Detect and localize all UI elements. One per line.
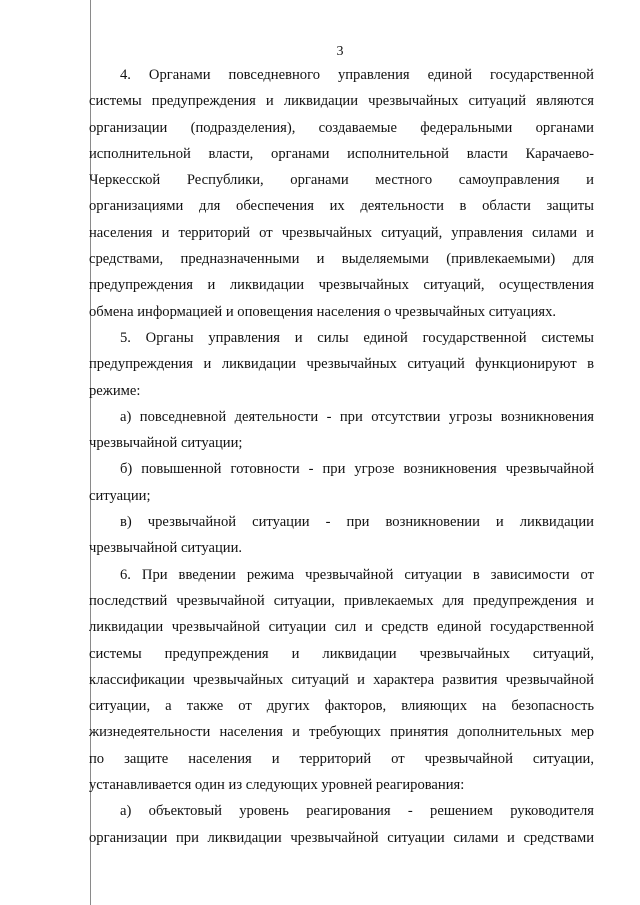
text-line: ликвидации чрезвычайной ситуации сил и средств единой государственной (89, 619, 594, 636)
text-line: организации при ликвидации чрезвычайной ситуации силами и средствами (89, 829, 594, 846)
text-line: предупреждения и ликвидации чрезвычайных ситуаций, осуществления (89, 277, 594, 294)
text-line: классификации чрезвычайных ситуаций и характера развития чрезвычайной (89, 671, 594, 688)
text-line: Черкесской Республики, органами местного самоуправления и (89, 172, 594, 189)
text-line: а) повседневной деятельности - при отсутствии угрозы возникновения (120, 408, 594, 425)
text-line: режиме: (89, 382, 141, 399)
text-line: исполнительной власти, органами исполнительной власти Карачаево- (89, 145, 594, 162)
text-line: а) объектовый уровень реагирования - решением руководителя (120, 803, 594, 820)
text-line: 4. Органами повседневного управления единой государственной (120, 67, 594, 83)
text-line: по защите населения и территорий от чрезвычайной ситуации, (89, 750, 594, 767)
text-line: чрезвычайной ситуации. (89, 540, 243, 557)
text-line: 5. Органы управления и силы единой государственной системы (120, 329, 594, 346)
text-line: б) повышенной готовности - при угрозе возникновения чрезвычайной (120, 461, 594, 478)
text-line: системы предупреждения и ликвидации чрезвычайных ситуаций, (89, 645, 594, 662)
text-line: системы предупреждения и ликвидации чрезвычайных ситуаций являются (89, 93, 594, 110)
document-body (89, 62, 594, 851)
page-number: 3 (336, 44, 344, 59)
text-line: жизнедеятельности населения и требующих принятия дополнительных мер (89, 724, 594, 741)
text-line: предупреждения и ликвидации чрезвычайных ситуаций функционируют в (89, 356, 594, 373)
text-line: устанавливается один из следующих уровней реагирования: (89, 777, 465, 794)
text-line: ситуации; (89, 487, 151, 504)
text-line: ситуации, а также от других факторов, влияющих на безопасность (89, 698, 594, 715)
text-line: организациями для обеспечения их деятельности в области защиты (89, 198, 594, 215)
text-line: чрезвычайной ситуации; (89, 435, 243, 452)
text-line: 6. При введении режима чрезвычайной ситуации в зависимости от (120, 566, 594, 583)
text-line: организации (подразделения), создаваемые федеральными органами (89, 119, 594, 136)
text-line: обмена информацией и оповещения населения о чрезвычайных ситуациях. (89, 303, 557, 320)
text-line: в) чрезвычайной ситуации - при возникновении и ликвидации (120, 514, 594, 531)
text-line: средствами, предназначенными и выделяемыми (привлекаемыми) для (89, 251, 594, 268)
text-line: последствий чрезвычайной ситуации, привлекаемых для предупреждения и (89, 592, 594, 609)
text-line: населения и территорий от чрезвычайных ситуаций, управления силами и (89, 224, 594, 241)
